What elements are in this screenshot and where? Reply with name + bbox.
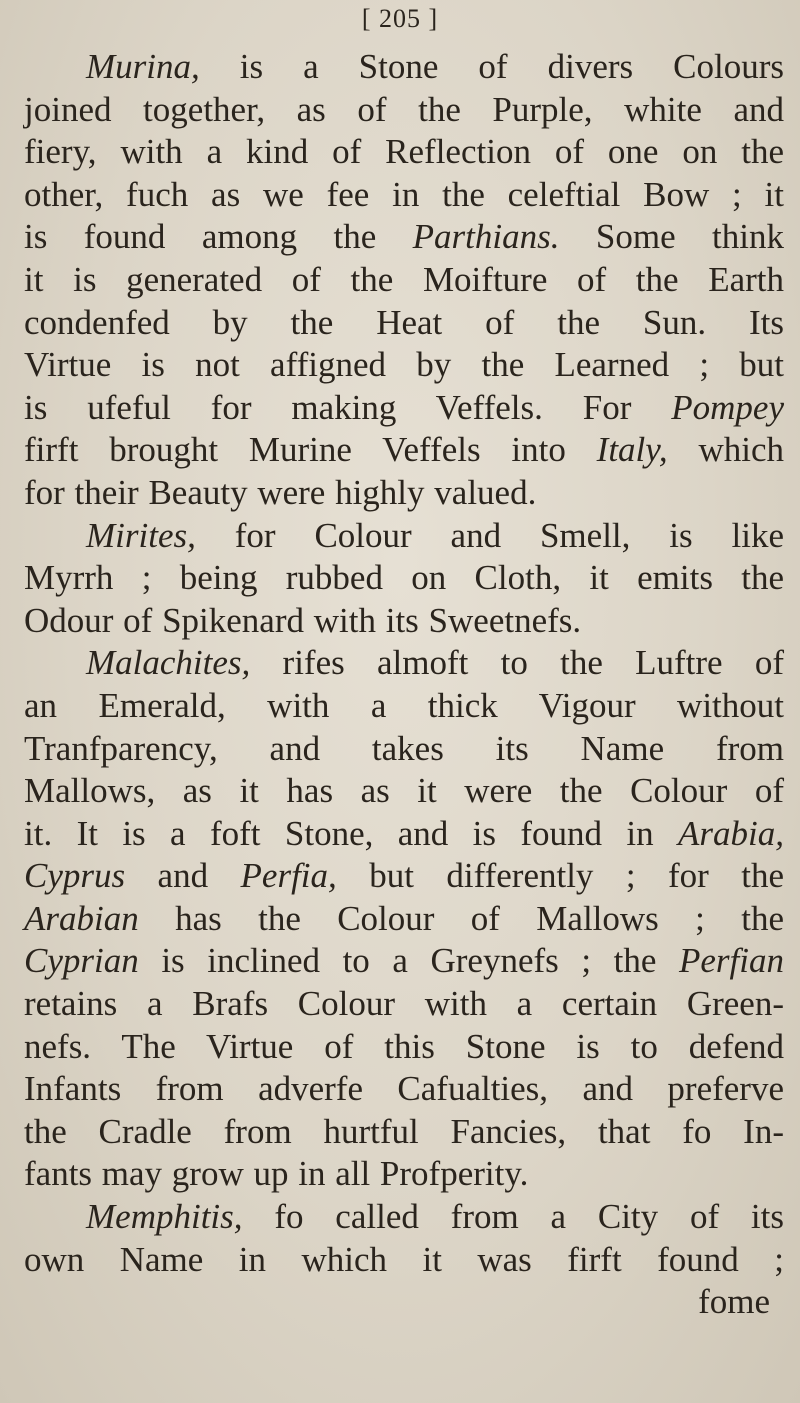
text-line [24, 1239, 784, 1282]
text-segment: nefs. The Virtue of this Stone is to defend [24, 1026, 784, 1066]
italic-text: Perfia, [240, 856, 337, 896]
text-segment: an Emerald, with a thick Vigour without [24, 685, 784, 725]
text-line [24, 46, 784, 89]
italic-text: Arabia, [678, 813, 784, 853]
text-segment: Some think [559, 217, 784, 257]
text-segment: and [125, 856, 241, 896]
page-number: [ 205 ] [361, 4, 439, 33]
text-line [24, 728, 784, 771]
italic-text: Parthians. [412, 217, 560, 257]
text-segment: for Colour and Smell, is like [195, 515, 784, 555]
text-line [24, 600, 784, 643]
text-line [24, 259, 784, 302]
body-text [24, 46, 784, 1324]
text-segment: joined together, as of the Purple, white and [24, 89, 784, 129]
catchword [24, 1281, 784, 1324]
text-segment: the Cradle from hurtful Fancies, that fo In- [24, 1111, 784, 1151]
text-line [24, 1111, 784, 1154]
text-segment: has the Colour of Mallows ; the [138, 898, 784, 938]
text-line [24, 1068, 784, 1111]
text-line [24, 1153, 784, 1196]
text-segment: fiery, with a kind of Reflection of one on the [24, 132, 784, 172]
text-line [24, 472, 784, 515]
text-segment: fome [698, 1282, 770, 1322]
text-line [24, 216, 784, 259]
text-segment: is found among the [24, 217, 413, 257]
text-line [24, 557, 784, 600]
text-segment: own Name in which it was firft found ; [24, 1239, 784, 1279]
text-segment: Tranfparency, and takes its Name from [24, 728, 784, 768]
text-segment: is ufeful for making Veffels. For [24, 387, 672, 427]
text-segment: rifes almoft to the Luftre of [250, 643, 784, 683]
text-segment: which [667, 430, 784, 470]
text-line [24, 89, 784, 132]
italic-text: Perfian [679, 941, 784, 981]
text-segment: it is generated of the Moifture of the Earth [24, 259, 784, 299]
text-segment: fants may grow up in all Profperity. [24, 1154, 529, 1194]
text-line [24, 387, 784, 430]
text-line [24, 1026, 784, 1069]
text-line [24, 429, 784, 472]
italic-text: Pompey [671, 387, 784, 427]
text-segment: but differently ; for the [336, 856, 785, 896]
text-line [24, 813, 784, 856]
text-line [24, 344, 784, 387]
text-segment: is inclined to a Greynefs ; the [138, 941, 680, 981]
text-line [24, 642, 784, 685]
text-segment: Myrrh ; being rubbed on Cloth, it emits the [24, 558, 784, 598]
text-line [24, 174, 784, 217]
text-segment: Infants from adverfe Cafualties, and preferve [24, 1069, 784, 1109]
text-line [24, 685, 784, 728]
text-line [24, 940, 784, 983]
text-segment: Mallows, as it has as it were the Colour of [24, 771, 784, 811]
italic-text: Cyprian [24, 941, 139, 981]
italic-text: Arabian [24, 898, 139, 938]
italic-text: Memphitis, [86, 1197, 243, 1237]
text-segment: firft brought Murine Veffels into [24, 430, 597, 470]
text-segment: other, fuch as we fee in the celeftial Bow ; it [24, 174, 784, 214]
text-segment: it. It is a foft Stone, and is found in [24, 813, 679, 853]
text-segment: fo called from a City of its [242, 1197, 784, 1237]
text-line [24, 515, 784, 558]
italic-text: Malachites, [86, 643, 251, 683]
text-segment: for their Beauty were highly valued. [24, 472, 537, 512]
text-segment: condenfed by the Heat of the Sun. Its [24, 302, 784, 342]
text-line [24, 131, 784, 174]
italic-text: Italy, [596, 430, 668, 470]
italic-text: Murina, [86, 47, 200, 86]
text-segment: Virtue is not affigned by the Learned ; but [24, 345, 784, 385]
italic-text: Cyprus [24, 856, 126, 896]
italic-text: Mirites, [86, 515, 196, 555]
text-segment: Odour of Spikenard with its Sweetnefs. [24, 600, 582, 640]
text-line [24, 302, 784, 345]
text-line [24, 1196, 784, 1239]
text-line [24, 898, 784, 941]
text-line [24, 770, 784, 813]
text-segment: retains a Brafs Colour with a certain Green- [24, 984, 784, 1024]
text-segment: is a Stone of divers Colours [199, 47, 784, 86]
text-line [24, 855, 784, 898]
text-line [24, 983, 784, 1026]
